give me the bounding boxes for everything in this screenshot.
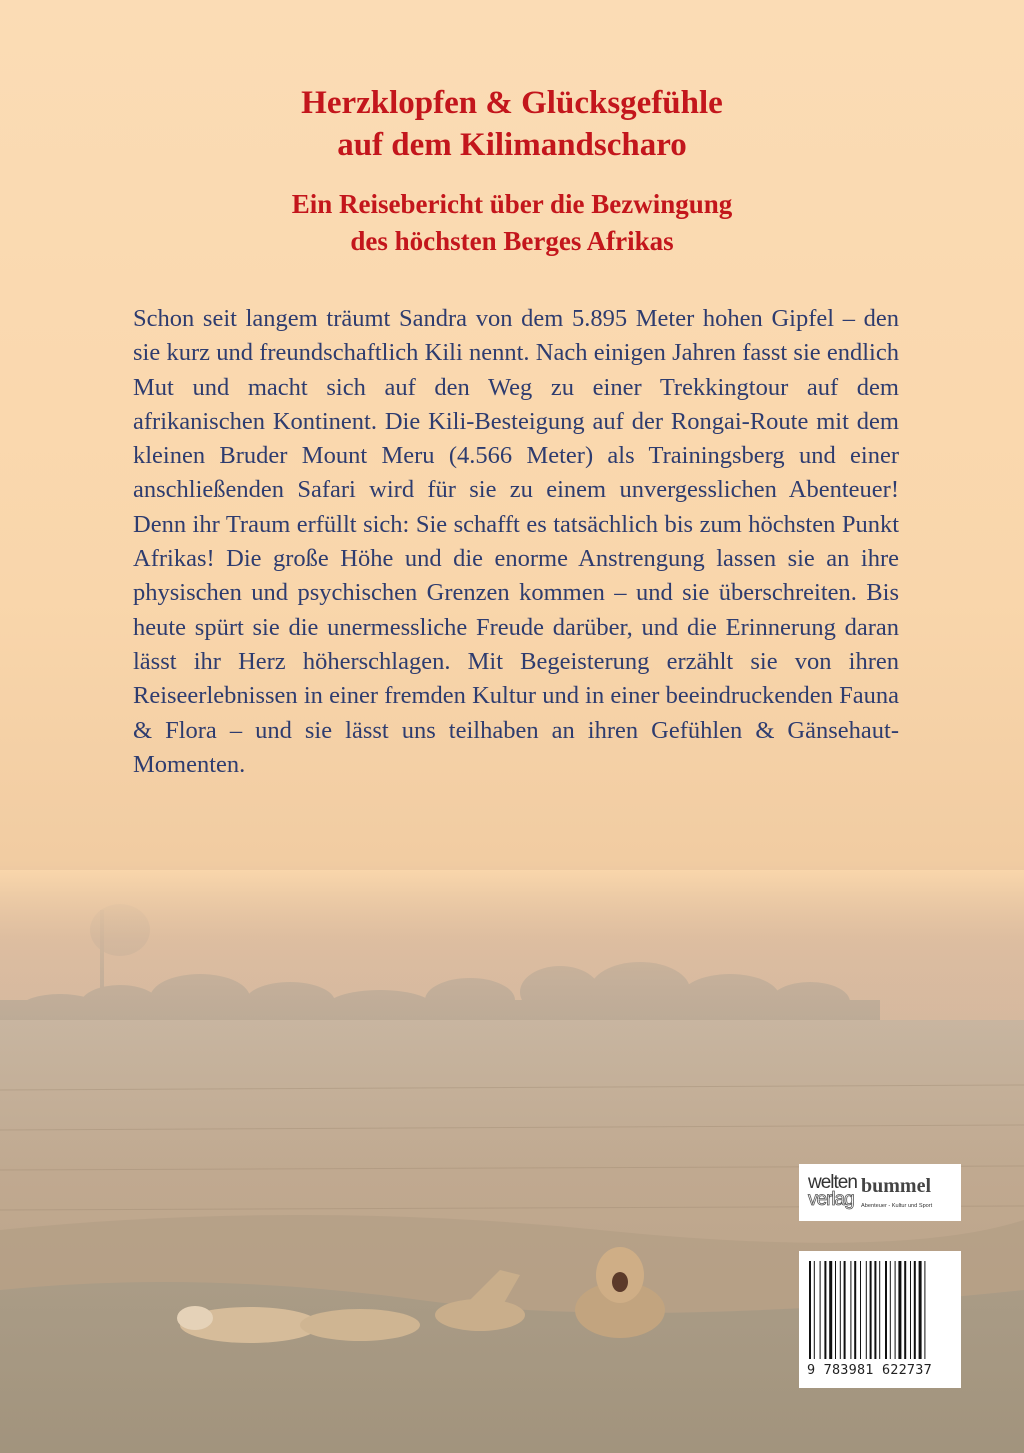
barcode-bar [898, 1261, 901, 1359]
isbn-barcode [799, 1251, 961, 1388]
barcode-bar [835, 1261, 836, 1359]
publisher-logo-bummel: bummel [861, 1175, 931, 1197]
barcode-bar [919, 1261, 922, 1359]
publisher-tagline: Abenteuer - Kultur und Sport [861, 1203, 933, 1209]
barcode-bar [895, 1261, 896, 1359]
barcode-bar [910, 1261, 911, 1359]
barcode-bar [844, 1261, 846, 1359]
barcode-bar [874, 1261, 876, 1359]
barcode-bar [885, 1261, 887, 1359]
book-title-line-1: Herzklopfen & Glücksgefühle [301, 85, 723, 121]
publisher-logo-verlag: verlag [808, 1189, 854, 1210]
book-subtitle-line-1: Ein Reisebericht über die Bezwingung [291, 189, 733, 219]
barcode-bar [829, 1261, 832, 1359]
barcode-bar [866, 1261, 867, 1359]
barcode-bar [854, 1261, 856, 1359]
barcode-bar [840, 1261, 841, 1359]
publisher-logo [799, 1164, 961, 1221]
book-title-line-2: auf dem Kilimandscharo [337, 127, 687, 163]
barcode-bar [870, 1261, 872, 1359]
barcode-bar [809, 1261, 811, 1359]
book-subtitle-line-2: des höchsten Berges Afrikas [350, 226, 674, 256]
blurb-text: Schon seit langem träumt Sandra von dem 5.895 Meter hohen Gipfel – den sie kurz und freundschaftlich Kili nennt. Nach einigen Jahren fasst sie endlich Mut und macht sich auf den Weg zu einer Trekkingtour auf dem afrikanischen Kontinent. Die Kili-Besteigung auf der Rongai-Route mit dem kleinen Bruder Mount Meru (4.566 Meter) als Trainingsberg und einer anschließenden Safari wird für sie zu einem unvergesslichen Abenteuer! Denn ihr Traum erfüllt sich: Sie schafft es tatsächlich bis zum höchsten Punkt Afrikas! Die große Höhe und die enorme Anstrengung lassen sie an ihre physischen und psychischen Grenzen kommen – und sie überschreiten. Bis heute spürt sie die unermessliche Freude darüber, und die Erinnerung daran lässt ihr Herz höherschlagen. Mit Begeisterung erzählt sie von ihren Reiseerlebnissen in einer fremden Kultur und in einer beeindruckenden Fauna & Flora – und sie lässt uns teilhaben an ihren Gefühlen & Gänsehaut-Momenten. [133, 305, 899, 778]
barcode-bar [904, 1261, 906, 1359]
isbn-number: 9 783981 622737 [807, 1362, 932, 1378]
barcode-bars [807, 1261, 953, 1363]
barcode-bar [824, 1261, 826, 1359]
barcode-bar [820, 1261, 821, 1359]
barcode-bar [814, 1261, 815, 1359]
barcode-bar [890, 1261, 891, 1359]
barcode-bar [924, 1261, 925, 1359]
barcode-bar [860, 1261, 861, 1359]
publisher-logo-welten: welten [808, 1172, 857, 1193]
barcode-bar [850, 1261, 851, 1359]
barcode-bar [879, 1261, 880, 1359]
barcode-bar [914, 1261, 916, 1359]
